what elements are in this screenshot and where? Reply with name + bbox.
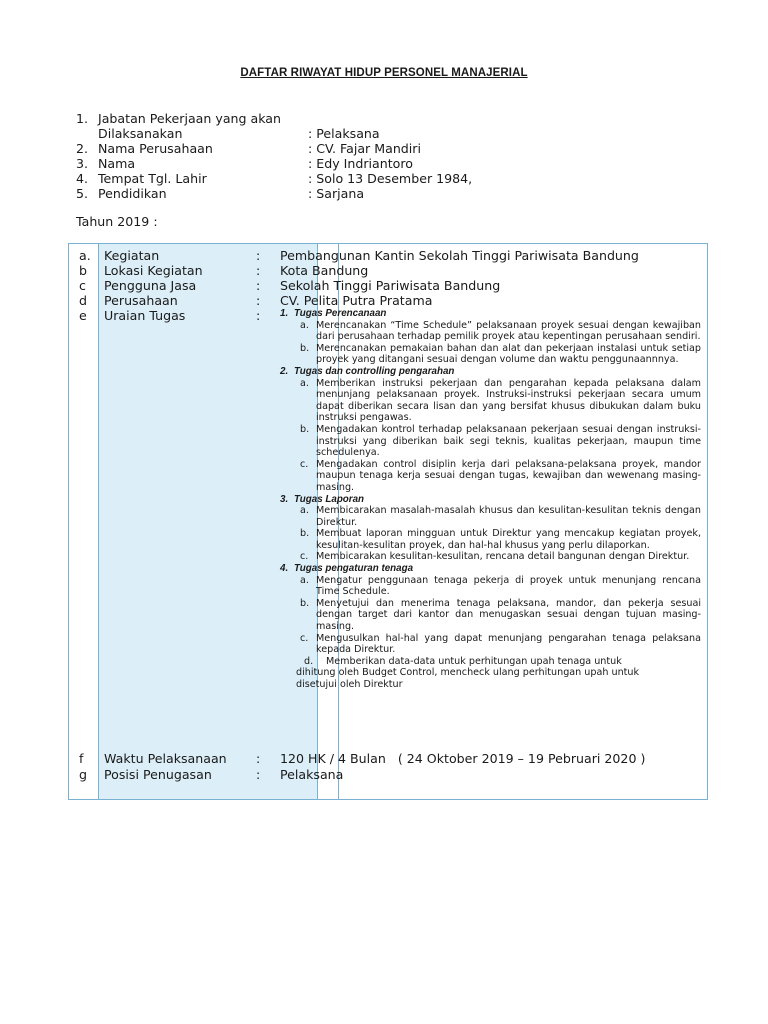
row-key: c [79, 278, 86, 293]
task-item-text: Mengusulkan hal-hal yang dapat menunjang pengarahan tenaga pelaksana kepada Direktur. [316, 632, 701, 656]
info-number: 5. [76, 186, 89, 201]
row-colon: : [256, 263, 261, 278]
task-item-letter: d. [304, 655, 314, 667]
row-label: Waktu Pelaksanaan [104, 751, 227, 766]
info-label: Nama Perusahaan [98, 141, 213, 156]
info-label: Jabatan Pekerjaan yang akan [98, 111, 282, 126]
row-colon: : [256, 751, 261, 766]
info-label: Tempat Tgl. Lahir [98, 171, 207, 186]
task-item-continuation: dihitung oleh Budget Control, mencheck ulang perhitungan upah untuk [296, 667, 640, 679]
task-section-heading [280, 494, 701, 506]
key-column [69, 244, 99, 799]
task-section-title: Tugas Perencanaan [294, 308, 387, 319]
document-title: DAFTAR RIWAYAT HIDUP PERSONEL MANAJERIAL [240, 67, 528, 79]
task-item-text: Memberikan data-data untuk perhitungan upah tenaga untuk [326, 655, 622, 667]
task-section-heading [280, 308, 701, 320]
info-value: : Pelaksana [308, 126, 380, 141]
task-item-text: Merencanakan “Time Schedule” pelaksanaan proyek sesuai dengan kewajiban dari perusahaan terhadap pemilik proyek atau kepentingan perusahaan sendiri. [316, 319, 701, 343]
row-value: CV. Pelita Putra Pratama [280, 293, 433, 308]
row-key: b [79, 263, 87, 278]
task-item-letter: a. [300, 505, 309, 517]
row-label: Uraian Tugas [104, 308, 186, 323]
row-value: Pelaksana [280, 767, 344, 782]
row-key: f [79, 751, 84, 766]
task-section-title: Tugas dan controlling pengarahan [294, 365, 455, 377]
task-item-letter: b. [300, 528, 310, 540]
task-section-title: Tugas pengaturan tenaga [294, 563, 414, 575]
task-item-letter: a. [300, 319, 309, 331]
row-label: Pengguna Jasa [104, 278, 197, 293]
row-label: Lokasi Kegiatan [104, 263, 203, 278]
row-label: Posisi Penugasan [104, 767, 212, 782]
info-number: 2. [76, 141, 89, 156]
task-item-text: Memberikan instruksi pekerjaan dan pengarahan kepada pelaksana dalam menunjang pelaksanaan proyek. Instruksi-instruksi pekerjaan secara umum dapat diberikan secara lisan dan yang bersifat khusus dibukukan dalam buku instruksi pengawas. [316, 377, 701, 424]
row-key: d [79, 293, 87, 308]
info-number: 1. [76, 111, 89, 126]
row-value: Kota Bandung [280, 263, 369, 278]
info-label: Dilaksanakan [98, 126, 183, 141]
row-value: 120 HK / 4 Bulan ( 24 Oktober 2019 – 19 Pebruari 2020 ) [280, 751, 646, 766]
task-item-text: Membicarakan masalah-masalah khusus dan kesulitan-kesulitan teknis dengan Direktur. [316, 505, 701, 528]
task-item [280, 575, 701, 598]
task-item-letter: a. [300, 574, 309, 586]
task-item [280, 598, 701, 633]
task-section-number: 4. [280, 563, 289, 575]
row-key: g [79, 767, 87, 782]
task-section-heading [280, 563, 701, 575]
task-section-number: 1. [280, 308, 289, 319]
task-section-number: 2. [280, 365, 289, 377]
task-item [280, 505, 701, 528]
task-item [280, 320, 701, 343]
info-number: 3. [76, 156, 89, 171]
task-description [280, 308, 701, 691]
task-item-tail [280, 656, 701, 668]
task-section-title: Tugas Laporan [294, 493, 365, 505]
info-label: Pendidikan [98, 186, 167, 201]
row-colon: : [256, 278, 261, 293]
info-value: : Edy Indriantoro [308, 156, 413, 171]
task-item-text: Mengadakan kontrol terhadap pelaksanaan pekerjaan sesuai dengan instruksi-instruksi yang diberikan baik segi teknis, kualitas pekerjaan, maupun time schedulenya. [316, 423, 701, 459]
task-item [280, 551, 701, 563]
task-item [280, 424, 701, 459]
row-colon: : [256, 248, 261, 263]
info-value: : Solo 13 Desember 1984, [308, 171, 473, 186]
row-label: Kegiatan [104, 248, 160, 263]
task-item-text: Mengadakan control disiplin kerja dari pelaksana-pelaksana proyek, mandor maupun tenaga kerja sesuai dengan tugas, kewajiban dan wewenang masing-masing. [316, 458, 701, 493]
task-item [280, 378, 701, 424]
info-number: 4. [76, 171, 89, 186]
row-value: Pembangunan Kantin Sekolah Tinggi Pariwisata Bandung [280, 248, 639, 263]
task-item [280, 459, 701, 494]
task-item-text: Membuat laporan mingguan untuk Direktur yang mencakup kegiatan proyek, kesulitan-kesulitan proyek, dan hal-hal khusus yang perlu dilaporkan. [316, 528, 701, 551]
task-item-letter: c. [300, 551, 309, 563]
row-key: a. [79, 248, 91, 263]
task-item-text: Menyetujui dan menerima tenaga pelaksana, mandor, dan pekerja sesuai dengan target dari kantor dan menugaskan sesuai dengan tujuan masing-masing. [316, 597, 701, 633]
task-item-letter: b. [300, 342, 310, 354]
task-item-continuation: disetujui oleh Direktur [296, 679, 403, 690]
row-key: e [79, 308, 87, 323]
task-item-letter: c. [300, 632, 309, 644]
info-label: Nama [98, 156, 136, 171]
task-item-text: Merencanakan pemakaian bahan dan alat dan pekerjaan instalasi untuk setiap proyek yang ditangani sesuai dengan volume dan waktu penggunaannnya. [316, 342, 701, 366]
row-colon: : [256, 308, 261, 323]
task-item-letter: b. [300, 423, 310, 435]
row-colon: : [256, 293, 261, 308]
task-item-letter: a. [300, 377, 309, 389]
task-item [280, 343, 701, 366]
row-colon: : [256, 767, 261, 782]
info-value: : Sarjana [308, 186, 365, 201]
task-item-text: Membicarakan kesulitan-kesulitan, rencana detail bangunan dengan Direktur. [316, 551, 690, 563]
row-label: Perusahaan [104, 293, 178, 308]
info-value: : CV. Fajar Mandiri [308, 141, 421, 156]
task-item-letter: b. [300, 597, 310, 609]
task-item-text: Mengatur penggunaan tenaga pekerja di proyek untuk menunjang rencana Time Schedule. [316, 574, 701, 598]
task-section-number: 3. [280, 493, 289, 505]
task-item [280, 528, 701, 551]
task-item [280, 633, 701, 656]
year-label: Tahun 2019 : [76, 214, 158, 229]
experience-table [68, 243, 708, 800]
row-value: Sekolah Tinggi Pariwisata Bandung [280, 278, 501, 293]
task-item-letter: c. [300, 458, 309, 470]
task-section-heading [280, 366, 701, 378]
